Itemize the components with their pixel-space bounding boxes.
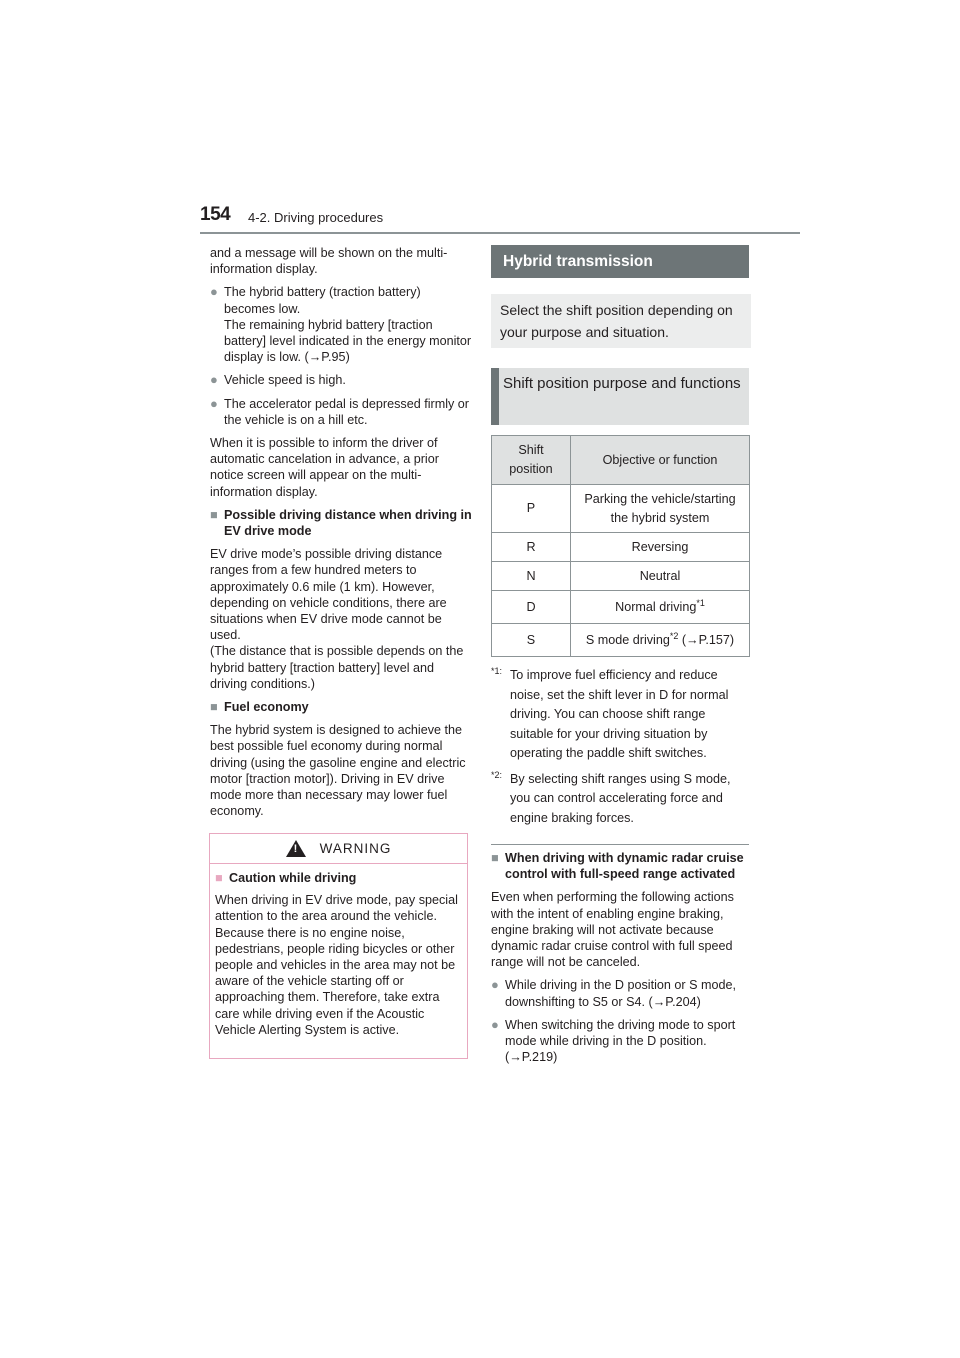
warning-header [210,834,467,864]
list-item: ● Vehicle speed is high. [210,372,346,388]
fuel-paragraph: The hybrid system is designed to achieve the best possible fuel economy during normal driving (using the gasoline engine and electric motor [traction motor]). Driving in EV drive mode more than necessary may lower fuel economy. [210,723,466,819]
bullet-icon: ● [491,1016,499,1032]
heading-distance: ■ Possible driving distance when driving in EV drive mode [210,507,472,539]
square-bullet-icon: ■ [210,700,218,715]
distance-paragraph: EV drive mode’s possible driving distance ranges from a few hundred meters to approximately 0.6 mile (1 km). However, depending on vehicle conditions, there are situations when EV drive mode cannot be used. [210,547,447,643]
warning-triangle-icon: ! [286,840,306,857]
footnote: *1: To improve fuel efficiency and reduce noise, set the shift lever in D for normal driving. You can choose shift range suitable for your driving situation by operating the paddle shift switches. [491,666,729,760]
right-lower-column [491,850,749,1072]
list-item: ● The accelerator pedal is depressed firmly or the vehicle is on a hill etc. [210,395,469,427]
table-header-row [492,436,750,485]
bullet-icon: ● [491,977,499,993]
column-header: Objective or function [571,436,750,485]
intro-text: and a message will be shown on the multi-information display. [210,246,448,277]
radar-paragraph: Even when performing the following actions with the intent of enabling engine braking, engine braking will not activate because dynamic radar cruise control with full speed range will not be canceled. [491,890,734,970]
square-bullet-icon: ■ [491,851,499,865]
warning-title: WARNING [319,841,392,856]
table-row: D Normal driving$^{*1}$ [492,591,750,624]
list-item: ● When switching the driving mode to sport mode while driving in the D position. (→P.219) [491,1016,736,1065]
footnotes [491,666,749,834]
bullet-icon: ● [210,372,218,388]
bullet-icon: ● [210,395,218,411]
warning-box [209,833,468,1059]
square-bullet-icon: ■ [210,507,218,522]
footnote: *2: By selecting shift ranges using S mode, you can control accelerating force and engine braking forces. [491,769,731,825]
warning-body [210,864,467,1038]
left-column [210,245,472,827]
bullet-icon: ● [210,284,218,300]
divider [491,844,749,845]
table-row: P Parking the vehicle/starting the hybrid system [492,485,750,533]
header-rule [200,232,800,234]
section-bar-title: Hybrid transmission [491,245,749,278]
intro-box: Select the shift position depending on your purpose and situation. [491,294,751,348]
warning-text: When driving in EV drive mode, pay special attention to the area around the vehicle. Because there is no engine noise, pedestrians, people riding bicycles or other people and vehicles in the area may not be aware of the vehicle starting off or approaching them. Therefore, take extra care while driving even if the Acoustic Vehicle Alerting System is active. [215,893,458,1037]
table-row: R Reversing [492,533,750,562]
warning-heading: ■ Caution while driving [215,871,357,885]
list-item: ● While driving in the D position or S mode, downshifting to S5 or S4. (→P.204) [491,977,736,1009]
page-number: 154 [200,204,231,225]
table-row: S S mode driving$^{*2}$ (→P.157) [492,624,750,657]
table-row: N Neutral [492,562,750,591]
list-item: ● The hybrid battery (traction battery) becomes low. The remaining hybrid battery [traction battery] level indicated in the energy monitor display is low. (→P.95) [210,284,472,365]
column-header: Shift position [492,436,571,485]
shift-table [491,435,750,657]
heading-radar: ■ When driving with dynamic radar cruise control with full-speed range activated [491,851,744,882]
notice-paragraph: When it is possible to inform the driver of automatic cancelation in advance, a prior notice screen will appear on the multi-information display. [210,436,439,499]
subheading-box: Shift position purpose and functions [491,368,749,425]
square-bullet-icon: ■ [215,871,223,885]
heading-fuel: ■ Fuel economy [210,700,309,715]
section-title: 4-2. Driving procedures [248,210,384,225]
distance-paragraph-2: (The distance that is possible depends on the hybrid battery [traction battery] level and driving conditions.) [210,644,464,691]
